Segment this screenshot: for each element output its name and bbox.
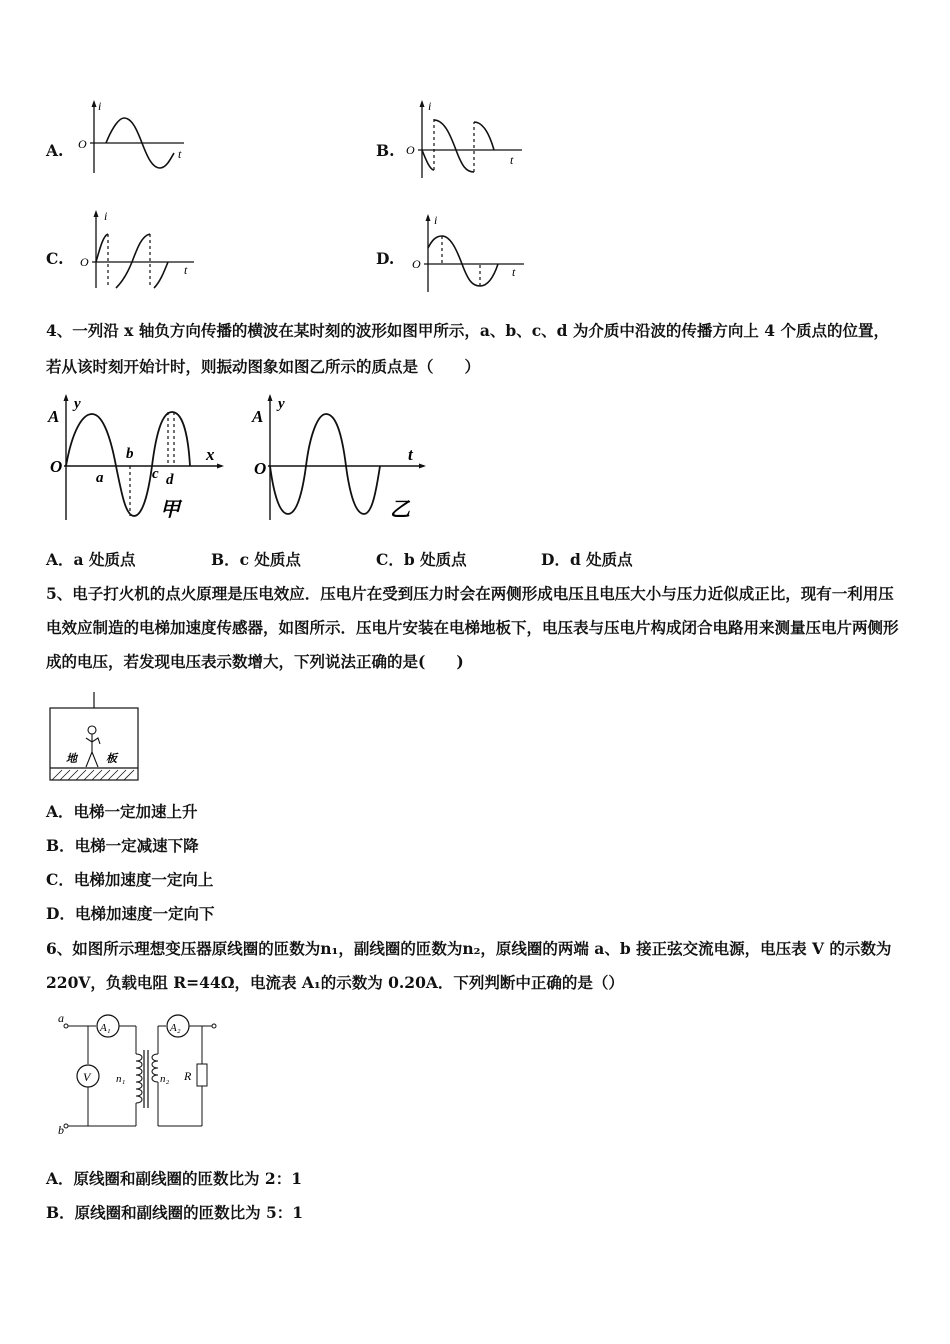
- q6-voltmeter-v: V: [83, 1070, 91, 1084]
- q5-floor-left: 地: [66, 753, 77, 765]
- q4-caption-yi: 乙: [390, 499, 410, 521]
- q6-terminal-b: b: [58, 1123, 64, 1137]
- q5-option-a[interactable]: A．电梯一定加速上升: [46, 802, 198, 821]
- svg-text:i: i: [434, 213, 438, 227]
- q6-option-a[interactable]: A．原线圈和副线圈的匝数比为 2：1: [46, 1169, 302, 1188]
- q3-graph-c: [76, 206, 206, 290]
- q6-ammeter-a1: A₁: [100, 1022, 111, 1034]
- svg-text:O: O: [80, 255, 89, 269]
- q4-question-line2: 若从该时刻开始计时，则振动图象如图乙所示的质点是（ ）: [46, 357, 481, 376]
- q5-option-d[interactable]: D．电梯加速度一定向下: [46, 904, 215, 923]
- q6-option-b[interactable]: B．原线圈和副线圈的匝数比为 5：1: [46, 1203, 304, 1222]
- q4-jia-amp: A: [48, 407, 60, 426]
- q5-floor-right: 板: [106, 753, 117, 765]
- q4-figure-jia: [44, 392, 234, 524]
- svg-text:O: O: [406, 143, 415, 157]
- svg-text:t: t: [510, 153, 514, 167]
- q4-question-line1: 4、一列沿 x 轴负方向传播的横波在某时刻的波形如图甲所示，a、b、c、d 为介质中沿波的传播方向上 4 个质点的位置，: [46, 321, 889, 340]
- svg-text:i: i: [428, 99, 432, 113]
- q4-point-b: b: [126, 446, 134, 462]
- q3-option-c-label: C.: [46, 249, 64, 268]
- q6-terminal-a: a: [58, 1011, 64, 1025]
- q4-yi-origin: O: [254, 459, 267, 478]
- q3-graph-b: [402, 98, 532, 180]
- q6-transformer-circuit: [58, 1011, 224, 1138]
- svg-text:i: i: [104, 209, 108, 223]
- q6-label-n1: n₁: [116, 1073, 126, 1085]
- q3a-origin: O: [78, 137, 87, 151]
- q3-option-b-label: B.: [376, 141, 395, 160]
- q5-option-c[interactable]: C．电梯加速度一定向上: [46, 870, 214, 889]
- q6-label-n2: n₂: [160, 1073, 170, 1085]
- q4-figure-yi: [248, 392, 438, 524]
- q4-option-d[interactable]: D．d 处质点: [541, 550, 633, 569]
- q3-option-a-label: A.: [46, 141, 64, 160]
- q6-ammeter-a2: A₂: [170, 1022, 181, 1034]
- person-icon: [86, 726, 100, 767]
- q3-graph-d: [408, 212, 532, 294]
- q4-point-d: d: [166, 472, 174, 488]
- q5-elevator-figure: [48, 690, 144, 784]
- q5-question: 5、电子打火机的点火原理是压电效应．压电片在受到压力时会在两侧形成电压且电压大小与压力近似成正比，现有一利用压电效应制造的电梯加速度传感器，如图所示．压电片安装在电梯地板下，电压表与压电片构成闭合电路用来测量压电片两侧形成的电压，若发现电压表示数增大，下列说法正确的是( ): [46, 584, 899, 671]
- q3-graph-a: [74, 98, 194, 178]
- q4-jia-y: y: [74, 396, 81, 412]
- q4-option-b[interactable]: B．c 处质点: [211, 550, 301, 569]
- q5-option-b[interactable]: B．电梯一定减速下降: [46, 836, 199, 855]
- q3-option-d-label: D.: [376, 249, 395, 268]
- q4-yi-t: t: [408, 445, 413, 464]
- q4-point-c: c: [152, 466, 159, 482]
- svg-text:t: t: [512, 265, 516, 279]
- svg-text:t: t: [184, 263, 188, 277]
- q4-caption-jia: 甲: [160, 499, 180, 521]
- q3a-axis-i: i: [98, 99, 102, 113]
- q4-yi-amp: A: [252, 407, 264, 426]
- q4-jia-x: x: [206, 445, 215, 464]
- q4-jia-origin: O: [50, 457, 63, 476]
- q6-label-r: R: [184, 1069, 192, 1083]
- q4-yi-y: y: [278, 396, 285, 412]
- q6-question: 6、如图所示理想变压器原线圈的匝数为n₁，副线圈的匝数为n₂，原线圈的两端 a、b 接正弦交流电源，电压表 V 的示数为 220V，负载电阻 R=44Ω，电流表 A₁的示数为 0.20A．下列判断中正确的是（）: [46, 939, 892, 992]
- svg-text:O: O: [412, 257, 421, 271]
- q4-point-a: a: [96, 470, 104, 486]
- q4-option-a[interactable]: A．a 处质点: [46, 550, 136, 569]
- q3a-axis-t: t: [178, 147, 182, 161]
- q4-option-c[interactable]: C．b 处质点: [376, 550, 467, 569]
